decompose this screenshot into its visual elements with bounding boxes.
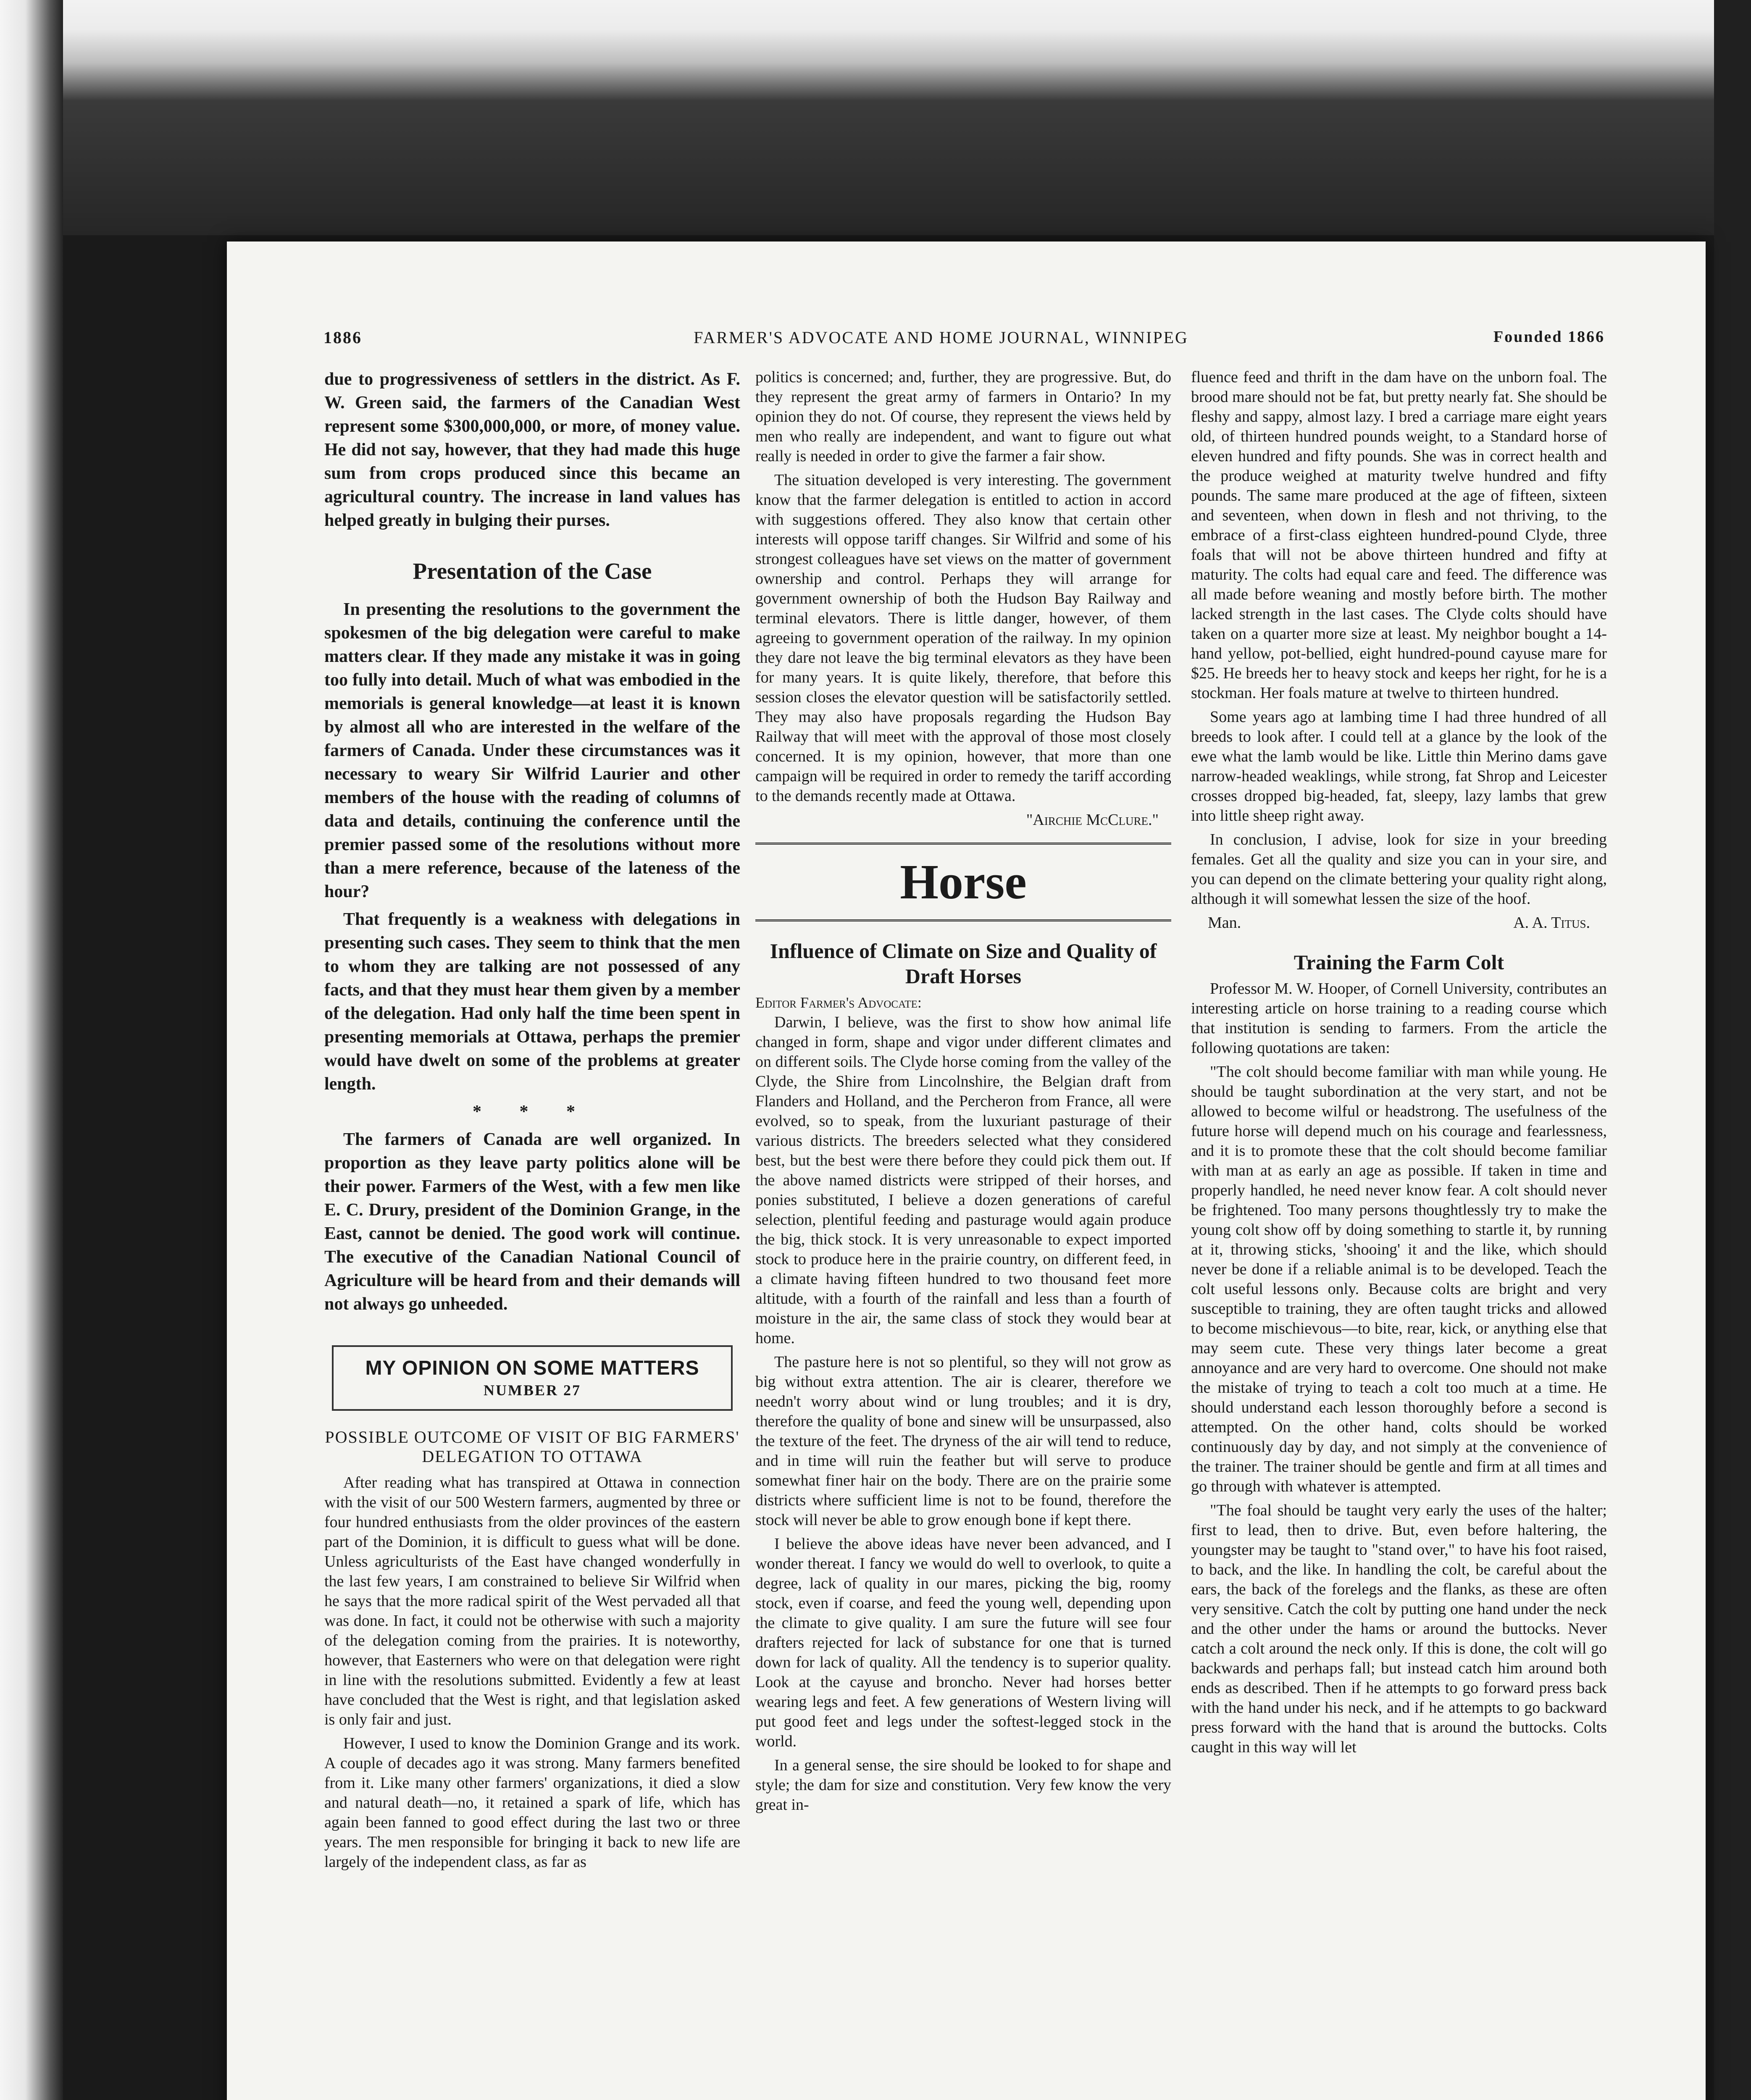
editor-salutation: Editor Farmer's Advocate: [755,994,922,1011]
publication-title: FARMER'S ADVOCATE AND HOME JOURNAL, WINNIPEG [694,328,1188,347]
scan-background-left [0,0,63,2100]
paragraph: The farmers of Canada are well organized. In proportion as they leave party politics alone will be their power. Farmers of the West, with a few men like E. C. Drury, president of the Dominion Grange, in the East, cannot be denied. The good work will continue. The executive of the Canadian National Council of Agriculture will be heard from and their demands will not always go unheeded. [324,1130,740,1314]
paragraph: However, I used to know the Dominion Grange and its work. A couple of decades ago it was strong. Many farmers benefited from it. Like many other farmers' organizations, it died a slow and natural death—no, it retained a spark of life, which has again been fanned to good effect during the last two or three years. The men responsible for bringing it back to new life are largely of the independent class, as far as [324,1735,740,1871]
paragraph: In presenting the resolutions to the government the spokesmen of the big delegation were careful to make matters clear. If they made any mistake it was in going too fully into detail. Much of what was embodied in the memorials is general knowledge—at least it is known by almost all who are interested in the welfare of the farmers of Canada. Under these circumstances was it necessary to weary Sir Wilfrid Laurier and other members of the house with the reading of columns of data and details, continuing the conference until the premier passed some of the resolutions without more than a mere reference, because of the lateness of the hour? [324,600,740,901]
paragraph: Professor M. W. Hooper, of Cornell University, contributes an interesting article on horse training to a reading course which that institution is sending to farmers. From the article the following quotations are taken: [1191,980,1607,1057]
article-subhead: POSSIBLE OUTCOME OF VISIT OF BIG FARMERS' DELEGATION TO OTTAWA [325,1428,740,1466]
paragraph: That frequently is a weakness with delegations in presenting such cases. They seem to think that the men to whom they are talking are not possessed of any facts, and that they must hear them given by a member of the delegation. Had only half the time been spent in presenting memorials at Ottawa, perhaps the premier would have dwelt on some of the problems at greater length. [324,910,740,1094]
founded-note: Founded 1866 [1493,328,1605,346]
paragraph: After reading what has transpired at Ottawa in connection with the visit of our 500 Western farmers, augmented by three or four hundred enthusiasts from the older provinces of the eastern part of the Dominion, it is difficult to guess what will be done. Unless agriculturists of the East have changed wonderfully in the last few years, I am constrained to believe Sir Wilfrid when he says that the more radical spirit of the West pervaded all that was done. In fact, it could not be otherwise with such a majority of the delegation coming from the prairies. It is noteworthy, however, that Easterners who were on that delegation were right in line with the resolutions submitted. Evidently a few at least have concluded that the West is right, and that legislation asked is only fair and just. [324,1474,740,1728]
paragraph: due to progressiveness of settlers in the district. As F. W. Green said, the farmers of the Canadian West represent some $300,000,000, or more, of money value. He did not say, however, that they had made this huge sum from crops produced since this became an agricultural country. The increase in land values has helped greatly in bulging their purses. [324,370,740,530]
paragraph: Darwin, I believe, was the first to show how animal life changed in form, shape and vigor under different climates and on different soils. The Clyde horse coming from the valley of the Clyde, the Shire from Lincolnshire, the Belgian draft from Flanders and Holland, and the Percheron from France, all were evolved, so to speak, from the luxuriant pasturage of their various districts. The breeders selected what they considered best, but the best were there before they could pick them out. If the above named districts were stripped of their horses, and ponies substituted, I believe a dozen generations of careful selection, plentiful feeding and pasturage would again produce the big, thick stock. It is very unreasonable to expect imported stock to produce here in the prairie country, on different feed, in a climate having fifteen hundred to two thousand feet more altitude, with a fourth of the rainfall and less than a fourth of moisture in the air, the same class of stock they would bear at home. [755,1013,1171,1347]
rule [755,843,1171,845]
box-title: MY OPINION ON SOME MATTERS [365,1357,699,1379]
page-number: 1886 [323,328,362,347]
box-number: NUMBER 27 [484,1382,581,1399]
column-left [324,368,740,1876]
section-title: Horse [900,854,1027,909]
scan-background-right [1714,0,1751,2100]
rule [755,919,1171,921]
paragraph: In conclusion, I advise, look for size in your breeding females. Get all the quality and size you can in your sire, and you can depend on the climate bettering your quality right along, although it will somewhat lessen the size of the hoof. [1191,831,1607,908]
signature-line [1191,913,1607,933]
horse-section-banner [755,843,1171,921]
signature-place: Man. [1208,914,1241,932]
section-heading: Presentation of the Case [413,558,652,584]
paragraph: "The colt should become familiar with man while young. He should be taught subordination at the very start, and not be allowed to become wilful or headstrong. The usefulness of the future horse will depend much on his courage and fearlessness, and it is to promote these that the colt should become familiar with man at as early an age as possible. If taken in time and properly handled, he need never know fear. A colt should never be frightened. Too many persons thoughtlessly try to make the young colt show off by doing something to startle it, by running at it, throwing sticks, 'shooing' it and the like, which should never be done if a reliable animal is to be developed. Teach the colt useful lessons only. Because colts are bright and very susceptible to training, they are often taught tricks and allowed to become mischievous—to bite, rear, kick, or anything else that may seem cute. These very things later become a great annoyance and are very hard to overcome. One should not make the mistake of trying to teach a colt too much at a time. He should understand each lesson thoroughly before a second is attempted. On the other hand, colts should be worked continuously day by day, and not simply at the convenience of the trainer. The trainer should be gentle and firm at all times and go through with whatever is attempted. [1191,1063,1607,1495]
paragraph: The situation developed is very interesting. The government know that the farmer delegation is entitled to action in accord with suggestions offered. They also know that certain other interests will oppose tariff changes. Sir Wilfrid and some of his strongest colleagues have set views on the matter of government ownership and control. Perhaps they will arrange for government ownership of both the Hudson Bay Railway and terminal elevators. There is little danger, however, of them agreeing to government operation of the railway. In my opinion they dare not leave the big terminal elevators as they have been for many years. It is quite likely, therefore, that before this session closes the elevator question will be satisfactorily settled. They may also have proposals regarding the Hudson Bay Railway that will meet with the approval of those most closely concerned. It is my opinion, however, that more than one campaign will be required in order to remedy the tariff according to the demands recently made at Ottawa. [755,471,1171,805]
paragraph: "The foal should be taught very early the uses of the halter; first to lead, then to drive. But, even before haltering, the youngster may be taught to "stand over," to have his foot raised, to back, and the like. In handling the colt, be careful about the ears, the back of the forelegs and the flanks, as these are often very sensitive. Catch the colt by putting one hand under the neck and the other under the hams or around the buttocks. Never catch a colt around the neck only. If this is done, the colt will go backwards and perhaps fall; but instead catch him around both ends as described. Then if he attempts to go forward press back with the hand under his neck, and if he attempts to go backward press forward with the hand that is around the buttocks. Colts caught in this way will let [1191,1502,1607,1756]
signature-name: A. A. Titus. [1513,914,1590,932]
scan-background-top [0,0,1751,235]
newspaper-page [227,242,1706,2100]
article-heading: Influence of Climate on Size and Quality of Draft Horses [770,939,1157,988]
paragraph: The pasture here is not so plentiful, so they will not grow as big without extra attention. The air is clearer, therefore we needn't worry about wind or lung troubles; and it is dry, therefore the quality of bone and sinew will be unsurpassed, also the texture of the feet. The dryness of the air will tend to reduce, and in time will ruin the feather but will serve to produce somewhat finer hair on the body. There are on the prairie some districts where sufficient lime is not to be found, therefore the stock will never be able to grow enough bone if kept there. [755,1353,1171,1529]
signature: "Airchie McClure." [1026,811,1159,829]
paragraph: I believe the above ideas have never been advanced, and I wonder thereat. I fancy we would do well to overlook, to quite a degree, lack of quality in our mares, picking the big, roomy stock, even if coarse, and feed the young well, depending upon the climate to give quality. I am sure the future will see four drafters rejected for lack of substance for one that is turned down for lack of quality. All the tendency is to superior quality. Look at the cayuse and broncho. Never had horses better wearing legs and feet. A few generations of Western living will put good feet and legs under the softest-legged stock in the world. [755,1535,1171,1750]
column-right [1191,368,1607,1761]
column-middle [755,368,1171,1819]
paragraph: fluence feed and thrift in the dam have on the unborn foal. The brood mare should not be fat, but pretty nearly fat. She should be fleshy and sappy, almost lazy. I bred a carriage mare eight years old, of thirteen hundred pounds weight, to a Standard horse of eleven hundred and fifty pounds. She was in correct health and the produce weighed at maturity twelve hundred and fifty pounds. The same mare produced at the age of fifteen, sixteen and seventeen, when down in flesh and not thriving, to the embrace of a first-class eighteen hundred-pound Clyde, three foals that will not be above thirteen hundred and fifty at maturity. The colts had equal care and feed. The difference was all made before weaning and mostly before birth. The mother lacked strength in the last cases. The Clyde colts should have taken on a quarter more size at least. My neighbor bought a 14-hand yellow, pot-bellied, eight hundred-pound cayuse mare for $25. He breeds her to heavy stock and keeps her right, for he is a stockman. Her foals mature at twelve to thirteen hundred. [1191,368,1607,702]
article-heading: Training the Farm Colt [1294,950,1504,974]
paragraph: In a general sense, the sire should be looked to for shape and style; the dam for size and constitution. Very few know the very great in- [755,1756,1171,1814]
opinion-box [332,1345,733,1411]
paragraph: politics is concerned; and, further, they are progressive. But, do they represent the great army of farmers in Ontario? In my opinion they do not. Of course, they represent the views held by men who really are independent, and want to figure out what really is needed in order to give the farmer a fair show. [755,368,1171,465]
paragraph: Some years ago at lambing time I had three hundred of all breeds to look after. I could tell at a glance by the look of the ewe what the lamb would be like. Little thin Merino dams gave narrow-headed weaklings, while strong, fat Shrop and Leicester crosses dropped big-headed, fat, sleepy, lazy lambs that grew into little sheep right away. [1191,708,1607,824]
page-header [323,328,1605,353]
section-separator: * * * [473,1102,592,1121]
